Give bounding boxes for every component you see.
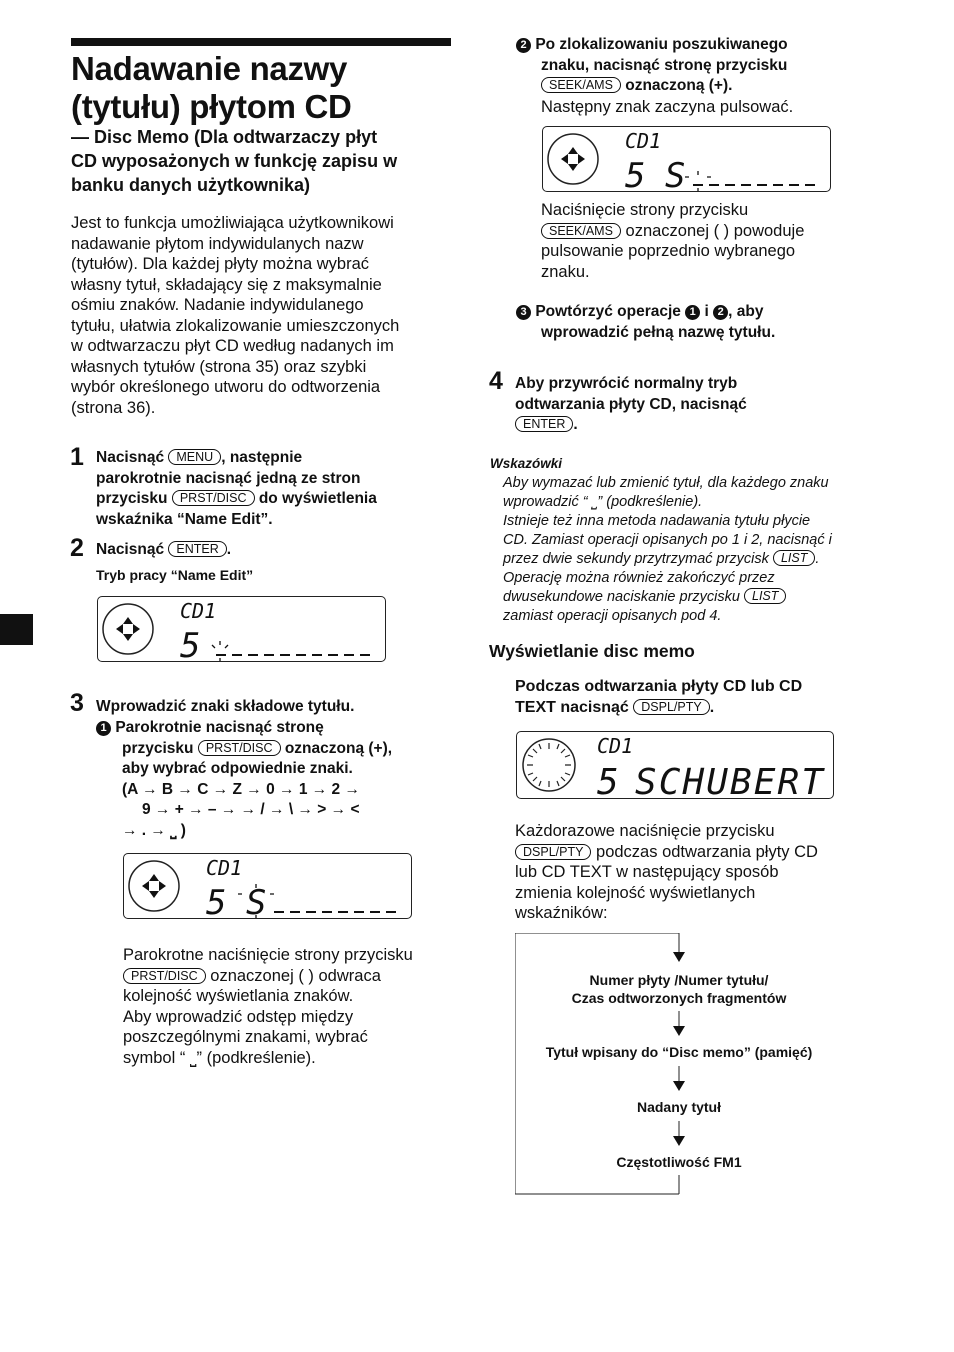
section-heading: Wyświetlanie disc memo: [489, 641, 695, 661]
flow-step: Tytuł wpisany do “Disc memo” (pamięć): [545, 1044, 813, 1060]
lcd-display: [516, 731, 834, 799]
intro-line: własny tytuł, składający się z maksymalnie: [71, 275, 382, 294]
list-key: LIST: [744, 588, 786, 604]
lcd-track-text: 5: [180, 626, 201, 661]
lcd-disc-text: CD1: [625, 129, 662, 153]
lcd-disc-text: CD1: [206, 856, 243, 880]
step3-sub2: 2 Po zlokalizowaniu poszukiwanego znaku, nacisnąć stronę przycisku SEEK/AMS oznaczoną (+). Następny znak zaczyna pulsować.: [516, 35, 876, 117]
tips-heading: Wskazówki: [490, 456, 563, 471]
subtitle-line: banku danych użytkownika): [71, 175, 311, 195]
step-number: 4: [489, 367, 503, 395]
dspl-pty-key: DSPL/PTY: [515, 844, 591, 860]
lcd-char-text: S: [246, 883, 267, 918]
step1-text: Nacisnąć MENU , następnie parokrotnie nacisnąć jedną ze stron przycisku PRST/DISC do wyświetlenia wskaźnika “Name Edit”.: [96, 449, 377, 528]
intro-line: Jest to funkcja umożliwiająca użytkownikowi: [71, 214, 394, 232]
step3-note1: Parokrotne naciśnięcie strony przycisku PRST/DISC oznaczonej ( ) odwraca kolejność wyświetlania znaków. Aby wprowadzić odstęp między poszczególnymi znakami, wybrać symbol “ ⎵” (podkreślenie).: [123, 946, 413, 1067]
step3-sub1: 1 Parokrotnie nacisnąć stronę przycisku PRST/DISC oznaczoną (+), aby wybrać odpowiednie znaki. (A → B → C → Z → 0 → 1 → 2 → 9 → + → – → → / → \ → > → < → . → ⎵ ): [96, 718, 456, 841]
step3-heading: Wprowadzić znaki składowe tytułu.: [96, 698, 355, 715]
lcd-display: [123, 853, 412, 919]
flow-step: Numer płyty /Numer tytułu/ Czas odtworzonych fragmentów: [571, 972, 787, 1006]
blink-rays: [685, 171, 711, 191]
mode-label: Tryb pracy “Name Edit”: [96, 567, 254, 583]
dial-icon: [129, 861, 179, 911]
subtitle-line: — Disc Memo (Dla odtwarzaczy płyt: [71, 127, 378, 147]
section-tab: [0, 614, 33, 645]
list-key: LIST: [773, 550, 815, 566]
step2-text: Nacisnąć ENTER .: [96, 541, 232, 558]
intro-line: w odtwarzaczu płyt CD według nadanych im: [71, 337, 394, 355]
intro-paragraph: [71, 213, 451, 418]
page-subtitle: [71, 125, 461, 197]
memo-instruction: Podczas odtwarzania płyty CD lub CD TEXT nacisnąć DSPL/PTY .: [515, 678, 803, 716]
dspl-pty-key: DSPL/PTY: [633, 699, 709, 715]
intro-line: (strona 36).: [71, 398, 156, 417]
lcd-track-text: 5: [597, 762, 619, 798]
step4-text: Aby przywrócić normalny tryb odtwarzania płyty CD, nacisnąć ENTER .: [515, 375, 747, 433]
intro-line: wybór określonego utworu do odtworzenia: [71, 378, 381, 396]
enter-key: ENTER: [168, 541, 226, 557]
step3-note2: Naciśnięcie strony przycisku SEEK/AMS oznaczonej ( ) powoduje pulsowanie poprzednio wybranego znaku.: [541, 201, 805, 281]
seek-ams-key: SEEK/AMS: [541, 223, 621, 239]
memo-paragraph: Każdorazowe naciśnięcie przycisku DSPL/PTY podczas odtwarzania płyty CD lub CD TEXT w następujący sposób zmienia kolejność wyświetlanych wskaźników:: [515, 822, 818, 922]
dial-icon: [548, 134, 598, 184]
lcd-char-text: S: [665, 156, 686, 191]
lcd-disc-text: CD1: [597, 734, 634, 758]
page-title: [71, 50, 461, 126]
enter-key: ENTER: [515, 416, 573, 432]
circle-number-1: 1: [96, 721, 111, 736]
intro-line: własnych tytułów (strona 35) oraz szybki: [71, 357, 367, 376]
circle-number-2: 2: [516, 38, 531, 53]
intro-line: nadawanie płytom indywidulanych nazw: [71, 234, 364, 253]
seek-ams-key: SEEK/AMS: [541, 77, 621, 93]
blink-rays: [212, 641, 228, 661]
circle-number-3: 3: [516, 305, 531, 320]
title-rule: [71, 38, 451, 46]
step3-sub3: 3 Powtórzyć operacje 1 i 2 , aby wprowadzić pełną nazwę tytułu.: [516, 302, 876, 343]
lcd-track-text: 5: [625, 156, 646, 191]
intro-line: tytułu, ułatwia zlokalizowanie umieszczonych: [71, 316, 400, 335]
step-number: 2: [70, 534, 84, 562]
lcd-display: [97, 596, 386, 662]
flow-step: Nadany tytuł: [636, 1099, 721, 1115]
subtitle-line: CD wyposażonych w funkcję zapisu w: [71, 151, 398, 171]
prst-disc-key: PRST/DISC: [172, 490, 255, 506]
lcd-display: [542, 126, 831, 192]
lcd-title-text: SCHUBERT: [635, 762, 823, 798]
dial-icon: [103, 604, 153, 654]
display-cycle-diagram: [515, 933, 843, 1195]
title-line: (tytułu) płytom CD: [71, 88, 352, 125]
intro-line: ośmiu znaków. Nadanie indywidulanego: [71, 296, 364, 314]
menu-key: MENU: [168, 449, 221, 465]
intro-line: (tytułów). Dla każdej płyty można wybrać: [71, 255, 370, 273]
title-line: Nadawanie nazwy: [71, 50, 348, 87]
lcd-disc-text: CD1: [180, 599, 217, 623]
step-number: 3: [70, 689, 84, 717]
prst-disc-key: PRST/DISC: [123, 968, 206, 984]
lcd-track-text: 5: [206, 883, 227, 918]
tips-body: Aby wymazać lub zmienić tytuł, dla każdego znaku wprowadzić “ ⎵” (podkreślenie). Istnieje też inna metoda nadawania tytułu płycie CD. Zamiast operacji opisanych po 1 i 2, nacisnąć i przez dwie sekundy przytrzymać przycisk LIST . Operację można również zakończyć przez dwusekundowe naciskanie przycisku LIST zamiast operacji opisanych pod 4.: [503, 475, 832, 624]
flow-step: Częstotliwość FM1: [616, 1154, 742, 1170]
prst-disc-key: PRST/DISC: [198, 740, 281, 756]
step-number: 1: [70, 443, 84, 471]
